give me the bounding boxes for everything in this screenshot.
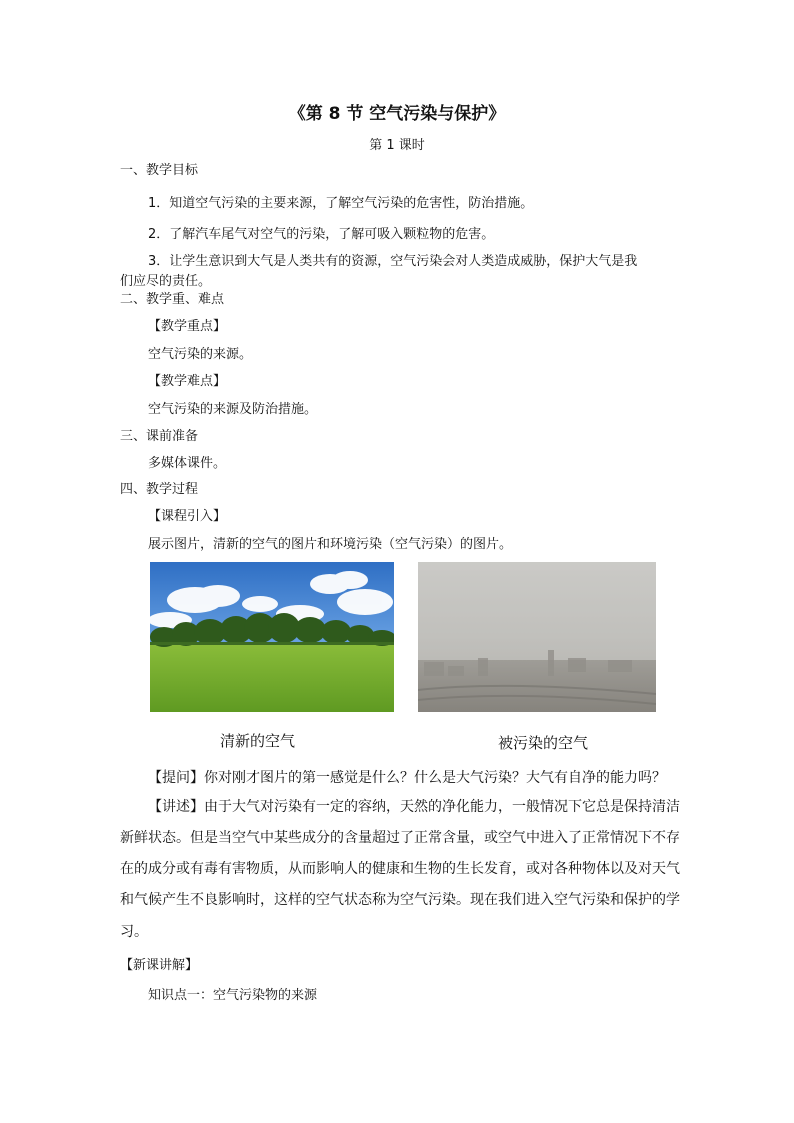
- lecture-line: 习。: [120, 924, 148, 940]
- section-heading-objectives: 一、教学目标: [120, 163, 199, 178]
- objective-item: 2．了解汽车尾气对空气的污染，了解可吸入颗粒物的危害。: [148, 227, 495, 242]
- objective-item: 3．让学生意识到大气是人类共有的资源，空气污染会对人类造成威胁，保护大气是我: [148, 254, 638, 269]
- clean-air-photo: [150, 562, 394, 712]
- intro-label: 【课程引入】: [148, 509, 227, 524]
- lecture-line: 新鲜状态。但是当空气中某些成分的含量超过了正常含量，或空气中进入了正常情况下不存: [120, 830, 680, 846]
- lecture-line: 【讲述】由于大气对污染有一定的容纳，天然的净化能力，一般情况下它总是保持清洁: [148, 799, 680, 815]
- page-title: 《第 8 节 空气污染与保护》: [288, 104, 506, 124]
- lecture-line: 在的成分或有毒有害物质，从而影响人的健康和生物的生长发育，或对各种物体以及对天气: [120, 861, 680, 877]
- key-point-text: 空气污染的来源。: [148, 347, 253, 362]
- objective-item: 1．知道空气污染的主要来源，了解空气污染的危害性，防治措施。: [148, 196, 534, 211]
- preparation-text: 多媒体课件。: [148, 456, 227, 471]
- polluted-air-photo: [418, 562, 656, 712]
- intro-text: 展示图片，清新的空气的图片和环境污染（空气污染）的图片。: [148, 537, 513, 552]
- lesson-period: 第 1 课时: [369, 138, 425, 153]
- new-lesson-label: 【新课讲解】: [120, 958, 199, 973]
- key-point-label: 【教学重点】: [148, 319, 227, 334]
- difficulty-label: 【教学难点】: [148, 374, 227, 389]
- clean-air-caption: 清新的空气: [220, 732, 296, 750]
- polluted-air-caption: 被污染的空气: [498, 734, 589, 752]
- section-heading-process: 四、教学过程: [120, 482, 199, 497]
- lecture-line: 和气候产生不良影响时，这样的空气状态称为空气污染。现在我们进入空气污染和保护的学: [120, 892, 680, 908]
- section-heading-keypoints: 二、教学重、难点: [120, 292, 225, 307]
- section-heading-preparation: 三、课前准备: [120, 429, 199, 444]
- knowledge-point-1: 知识点一：空气污染物的来源: [148, 988, 318, 1003]
- difficulty-text: 空气污染的来源及防治措施。: [148, 402, 318, 417]
- objective-item-continued: 们应尽的责任。: [120, 274, 212, 289]
- question-text: 【提问】你对刚才图片的第一感觉是什么？什么是大气污染？大气有自净的能力吗？: [148, 770, 666, 786]
